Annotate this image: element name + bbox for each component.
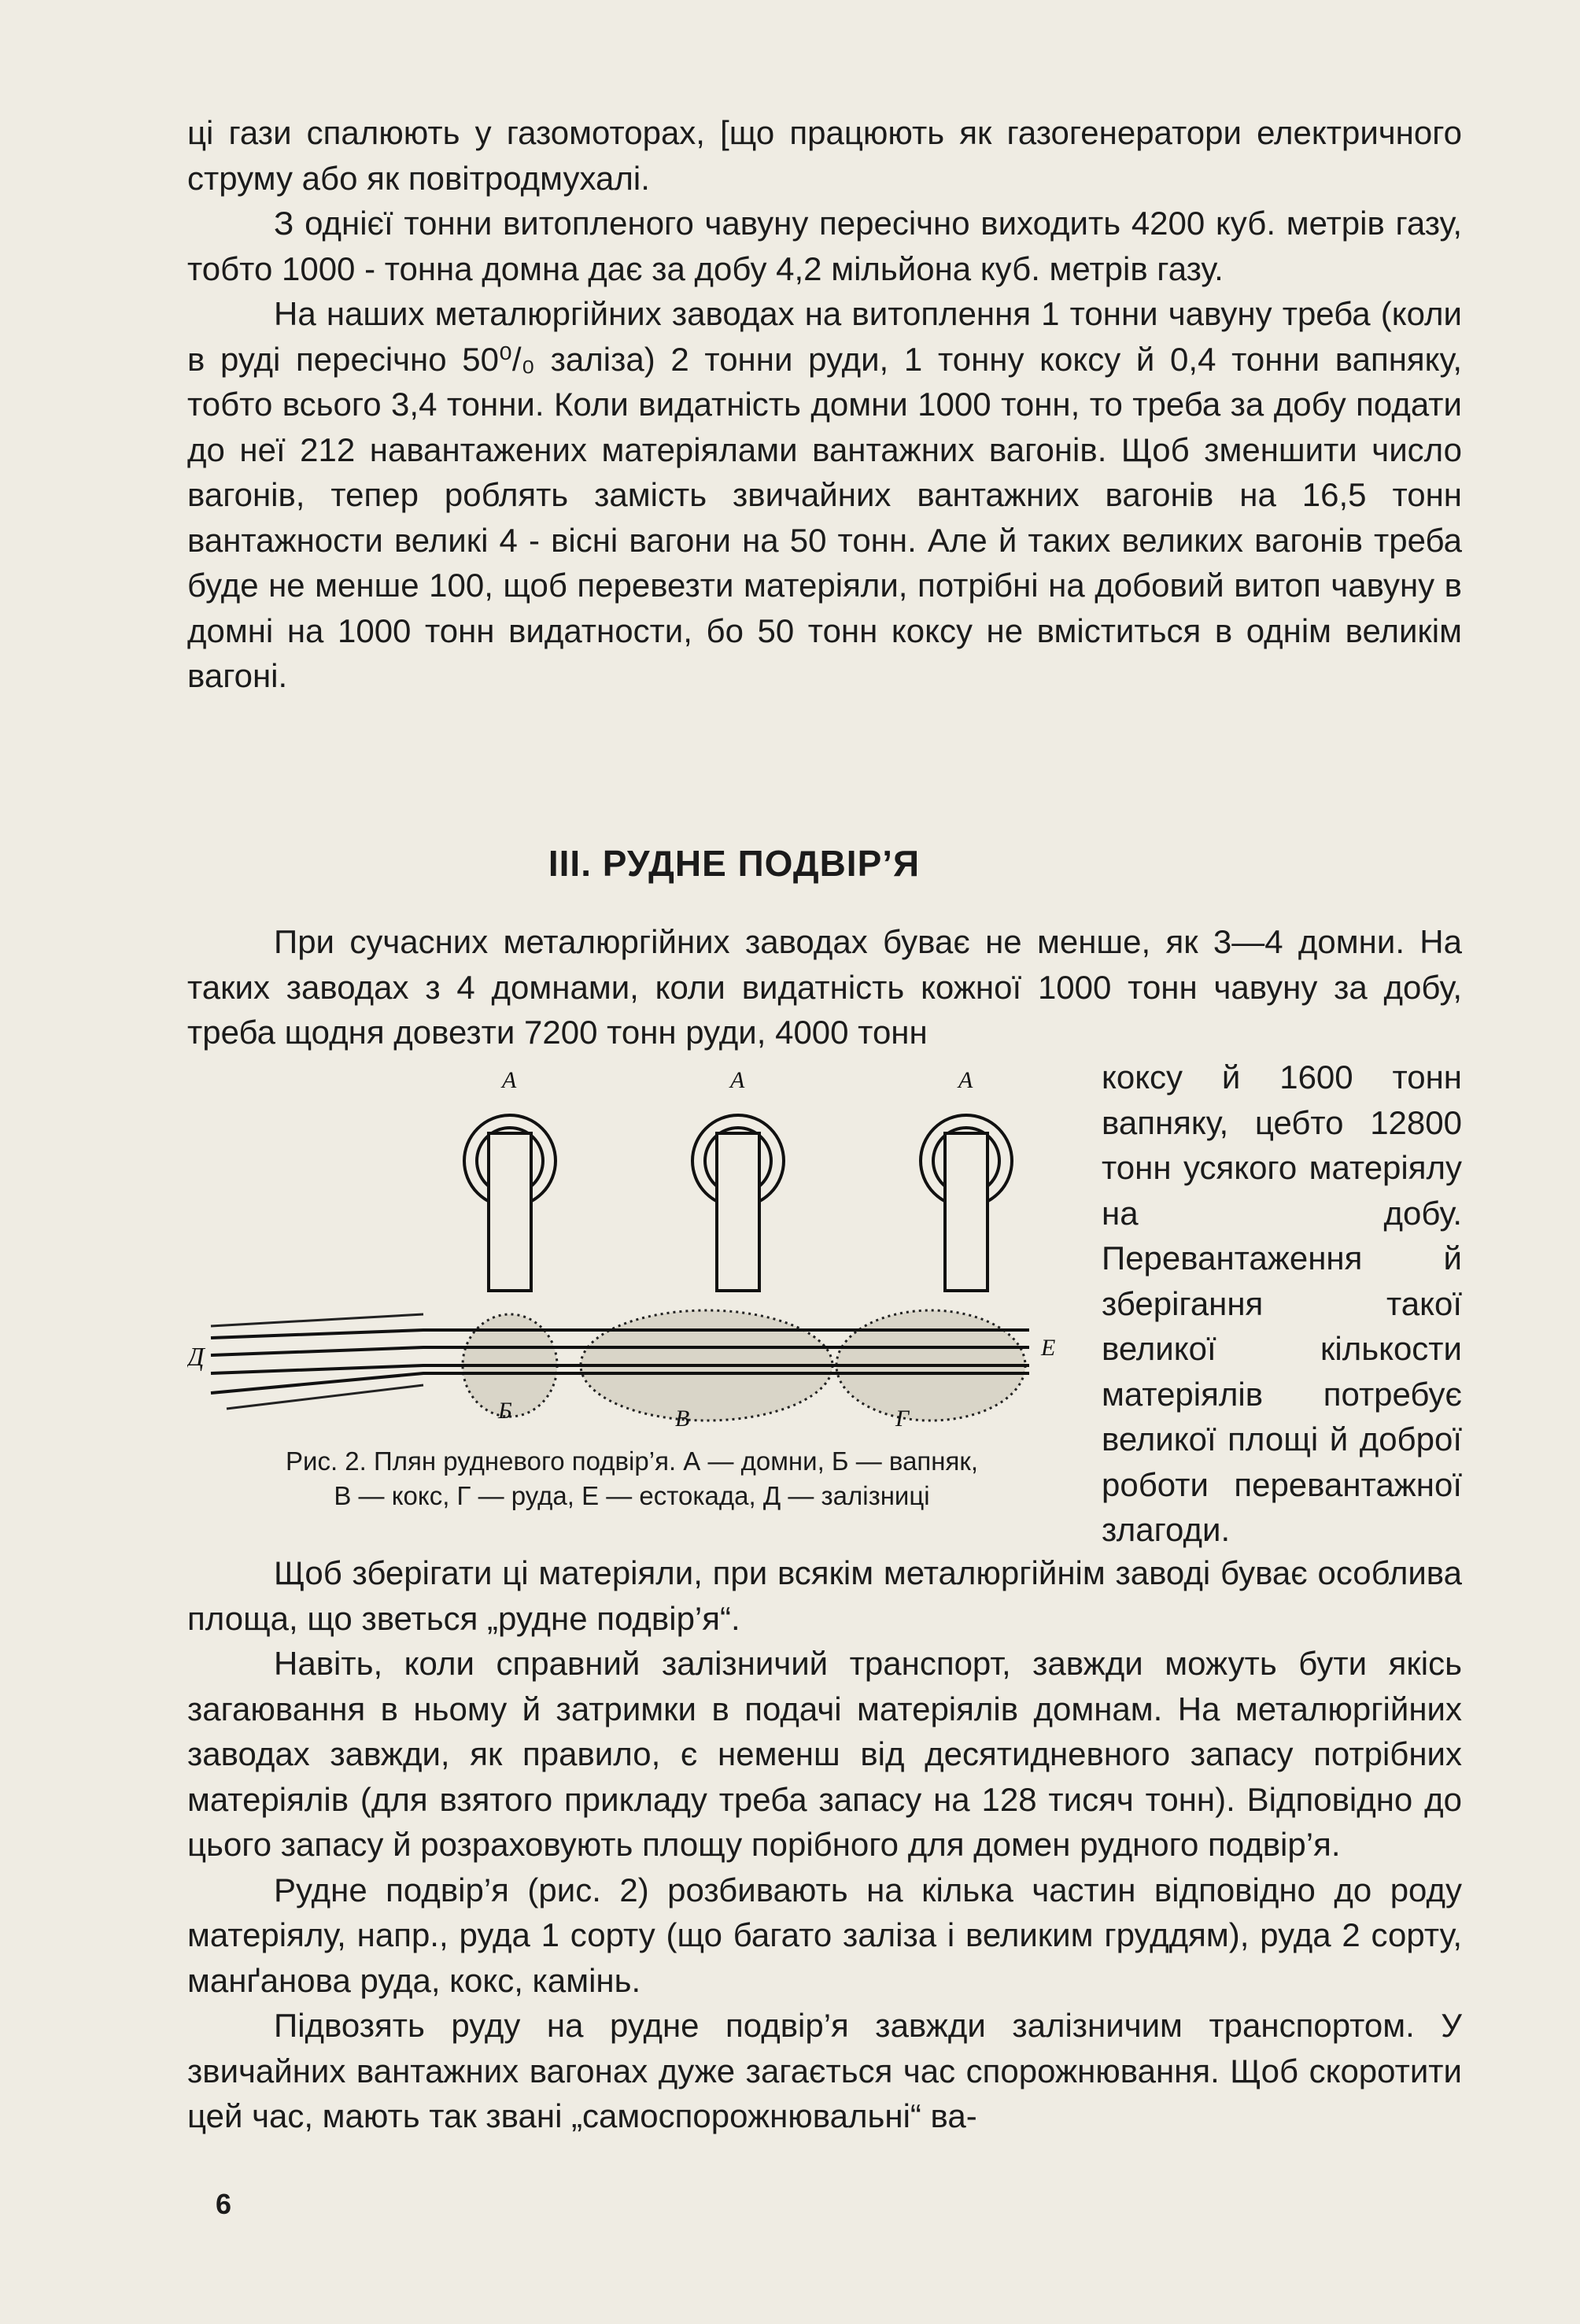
furnace-3-shaft — [945, 1133, 988, 1291]
figure-2 — [187, 1062, 1076, 1535]
embankment-hatching — [211, 1314, 423, 1409]
paragraph-2: З однієї тонни витопленого чавуну пересічно виходить 4200 куб. метрів газу, тобто 1000 - тонна домна дає за добу 4,2 мільйона куб. метрів газу. — [187, 205, 1462, 287]
caption-line-1: Рис. 2. Плян рудневого подвір’я. А — домни, Б — вапняк, — [286, 1446, 978, 1476]
label-furnace-1: А — [502, 1067, 517, 1093]
label-furnace-3: А — [958, 1067, 973, 1093]
figure-caption — [187, 1444, 1076, 1513]
label-trestle: Е — [1041, 1335, 1056, 1361]
label-railway: Д — [187, 1343, 205, 1372]
bottom-text — [187, 1550, 1462, 2139]
section-heading: III. РУДНЕ ПОДВІР’Я — [548, 843, 921, 884]
side-column-text: коксу й 1600 тонн вапняку, цебто 12800 тонн усякого матеріялу на добу. Перевантаження й зберігання такої великої кількости матеріялів потребує великої площі й доброї роботи перевантажної злагоди. — [1102, 1059, 1462, 1548]
label-limestone: Б — [498, 1398, 512, 1424]
label-furnace-2: А — [730, 1067, 745, 1093]
section-intro-block — [187, 919, 1462, 1055]
paragraph-7: Підвозять руду на рудне подвір’я завжди залізничим транспортом. У звичайних вантажних вагонах дуже загається час спорожнювання. Щоб скоротити цей час, мають так звані „самоспорожнювальні“ ва- — [187, 2007, 1462, 2134]
section-intro: При сучасних металюргійних заводах буває не менше, як 3—4 домни. На таких заводах з 4 домнами, коли видатність кожної 1000 тонн чавуну за добу, треба щодня довезти 7200 тонн руди, 4000 тонн — [187, 923, 1462, 1051]
paragraph-1: ці гази спалюють у газомоторах, [що працюють як газогенератори електричного струму або як повітродмухалі. — [187, 114, 1462, 197]
page-number: 6 — [216, 2188, 232, 2220]
paragraph-3: На наших металюргійних заводах на витоплення 1 тонни чавуну треба (коли в руді пересічно 50⁰/₀ заліза) 2 тонни руди, 1 тонну коксу й 0,4 тонни вапняку, тобто всього 3,4 тонни. Коли видатність домни 1000 тонн, то треба за добу подати до неї 212 навантажених матеріялами вантажних вагонів. Щоб зменшити число вагонів, тепер роблять замість звичайних вантажних вагонів на 16,5 тонн вантажности великі 4 - вісні вагони на 50 тонн. Але й таких великих вагонів треба буде не менше 100, щоб перевезти матеріяли, потрібні на добовий витоп чавуну в домні на 1000 тонн видатности, бо 50 тонн коксу не вміститься в однім великім вагоні. — [187, 295, 1462, 694]
paragraph-6: Рудне подвір’я (рис. 2) розбивають на кілька частин відповідно до роду матеріялу, напр., руда 1 сорту (що багато заліза і великим груддям), руда 2 сорту, манґанова руда, кокс, камінь. — [187, 1871, 1462, 1999]
ore-yard-diagram — [187, 1062, 1076, 1440]
label-coke: В — [675, 1406, 690, 1432]
top-text — [187, 110, 1462, 699]
label-ore: Г — [895, 1406, 910, 1432]
paragraph-4: Щоб зберігати ці матеріяли, при всякім металюргійнім заводі буває особлива площа, що зветься „рудне подвір’я“. — [187, 1554, 1462, 1637]
caption-line-2: В — кокс, Г — руда, Е — естокада, Д — залізниці — [334, 1481, 930, 1510]
furnace-2-shaft — [717, 1133, 759, 1291]
furnace-1-shaft — [489, 1133, 531, 1291]
paragraph-5: Навіть, коли справний залізничий транспорт, завжди можуть бути якісь загаювання в ньому й затримки в подачі матеріялів домнам. На металюргійних заводах завжди, як правило, є неменш від десятидневного запасу потрібних матеріялів (для взятого прикладу треба запасу на 128 тисяч тонн). Відповідно до цього запасу й розраховують площу порібного для домен рудного подвір’я. — [187, 1645, 1462, 1863]
